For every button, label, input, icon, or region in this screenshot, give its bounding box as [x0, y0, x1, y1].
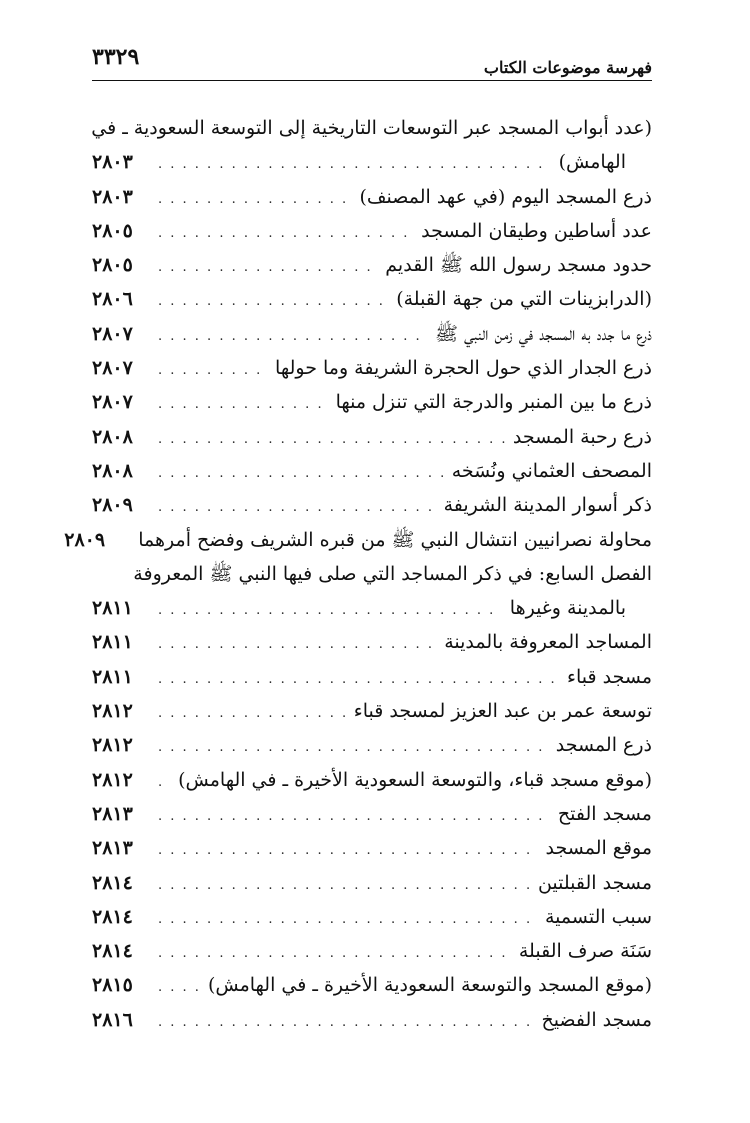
toc-entry-title: توسعة عمر بن عبد العزيز لمسجد قباء: [353, 700, 652, 723]
dot-leader: [158, 423, 505, 457]
toc-entry: [92, 866, 652, 900]
dot-leader: [158, 800, 550, 834]
toc-entry-title: موقع المسجد: [545, 837, 652, 860]
dot-leader: [158, 697, 346, 731]
running-title: فهرسة موضوعات الكتاب: [483, 58, 652, 77]
toc-entry-page: ٢٨١٤: [92, 871, 133, 894]
toc-entry-page: ٢٨٠٨: [92, 459, 133, 482]
toc-entry: [92, 248, 652, 282]
toc-entry-title: الفصل السابع: في ذكر المساجد التي صلى فيها النبي ﷺ المعروفة: [133, 562, 652, 585]
toc-entry-page: ٢٨١٢: [92, 700, 133, 723]
toc-entry: [92, 214, 652, 248]
toc-entry: [92, 591, 652, 625]
toc-entry-page: ٢٨٠٧: [92, 391, 133, 414]
dot-leader: [158, 834, 538, 868]
toc-entry-title: ذرع المسجد: [555, 734, 652, 757]
dot-leader: [158, 183, 351, 217]
toc-entry-page: ٢٨٠٧: [92, 322, 133, 345]
toc-entry: [92, 557, 652, 591]
toc-entry-title: بالمدينة وغيرها: [509, 597, 626, 620]
toc-entry-title: مسجد الفتح: [557, 802, 652, 825]
toc-entry-title: مسجد الفضيخ: [541, 1008, 652, 1031]
toc-entry-title: (موقع مسجد قباء، والتوسعة السعودية الأخيرة ـ في الهامش): [178, 768, 652, 791]
toc-entry: [92, 420, 652, 454]
page-header: [92, 36, 652, 81]
toc-entry-title: ذرع ما جدد به المسجد في زمن النبي ﷺ: [434, 322, 652, 345]
toc-entry-page: ٢٨١٤: [92, 905, 133, 928]
toc-entry: [92, 660, 652, 694]
dot-leader: [158, 903, 537, 937]
dot-leader: [158, 869, 530, 903]
toc-entry-title: (موقع المسجد والتوسعة السعودية الأخيرة ـ في الهامش): [207, 974, 652, 997]
toc-entry-page: ٢٨٠٣: [92, 151, 133, 174]
toc-entry: [92, 900, 652, 934]
toc-entry-title: ذرع ما بين المنبر والدرجة التي تنزل منها: [335, 391, 652, 414]
toc-entry-page: ٢٨١١: [92, 631, 133, 654]
toc-entry-title: سَنَة صرف القبلة: [518, 940, 652, 963]
toc-entry: [92, 282, 652, 316]
toc-entry: [92, 454, 652, 488]
toc-entry-title: مسجد القبلتين: [537, 871, 652, 894]
toc-entry-title: محاولة نصرانيين انتشال النبي ﷺ من قبره الشريف وفضح أمرهما: [138, 528, 652, 551]
toc-entry-page: ٢٨٠٦: [92, 288, 133, 311]
dot-leader: [158, 148, 551, 182]
dot-leader: [158, 251, 377, 285]
toc-entry: [92, 385, 652, 419]
dot-leader: [158, 320, 427, 354]
toc-entry: [92, 694, 652, 728]
toc-entry: [92, 728, 652, 762]
page-number: ٣٣٢٩: [92, 44, 140, 70]
toc-entry-page: ٢٨١١: [92, 665, 133, 688]
toc-entry-title: مسجد قباء: [567, 665, 652, 688]
toc-entry-page: ٢٨١٦: [92, 1008, 133, 1031]
toc-entry-title: ذكر أسوار المدينة الشريفة: [443, 494, 652, 517]
toc-entry: [64, 523, 652, 557]
toc-entry: [92, 111, 652, 145]
dot-leader: [158, 217, 413, 251]
toc-entry: [92, 317, 652, 351]
dot-leader: [158, 628, 436, 662]
toc-entry-title: ذرع الجدار الذي حول الحجرة الشريفة وما حولها: [275, 357, 652, 380]
dot-leader: [158, 285, 388, 319]
toc-entry: [92, 180, 652, 214]
dot-leader: [158, 457, 444, 491]
toc-entry: [92, 1003, 652, 1037]
dot-leader: [158, 354, 267, 388]
toc-entry-page: ٢٨١٥: [92, 974, 133, 997]
toc-entry-page: ٢٨١٣: [92, 837, 133, 860]
toc-entry: [92, 968, 652, 1002]
toc-entry-page: ٢٨١٢: [92, 734, 133, 757]
dot-leader: [158, 388, 328, 422]
dot-leader: [158, 1006, 533, 1040]
dot-leader: [158, 594, 502, 628]
table-of-contents: [64, 111, 652, 1037]
toc-entry-page: ٢٨٠٧: [92, 357, 133, 380]
toc-entry-page: ٢٨٠٨: [92, 425, 133, 448]
toc-entry-page: ٢٨٠٣: [92, 185, 133, 208]
toc-entry: [92, 351, 652, 385]
toc-entry-page: ٢٨٠٩: [64, 528, 106, 551]
toc-entry-title: (عدد أبواب المسجد عبر التوسعات التاريخية إلى التوسعة السعودية ـ في: [91, 117, 652, 139]
toc-entry-page: ٢٨١٤: [92, 940, 133, 963]
toc-entry: [92, 934, 652, 968]
toc-entry: [92, 488, 652, 522]
toc-entry: [92, 831, 652, 865]
toc-entry-page: ٢٨٠٥: [92, 254, 133, 277]
dot-leader: [158, 491, 436, 525]
toc-entry-title: حدود مسجد رسول الله ﷺ القديم: [385, 254, 652, 277]
dot-leader: [158, 937, 511, 971]
toc-entry-title: ذرع رحبة المسجد: [512, 425, 652, 448]
toc-entry-title: ذرع المسجد اليوم (في عهد المصنف): [359, 185, 652, 208]
toc-entry: [92, 145, 652, 179]
dot-leader: [158, 971, 200, 1005]
dot-leader: [158, 766, 170, 800]
toc-entry-page: ٢٨٠٥: [92, 219, 133, 242]
toc-entry-title: المصحف العثماني ونُسَخه: [451, 459, 652, 482]
dot-leader: [158, 731, 548, 765]
toc-entry: [92, 797, 652, 831]
toc-entry-title: المساجد المعروفة بالمدينة: [444, 631, 652, 654]
toc-entry: [92, 763, 652, 797]
toc-entry-page: ٢٨١١: [92, 597, 133, 620]
toc-entry-title: عدد أساطين وطيقان المسجد: [421, 219, 652, 242]
toc-entry-page: ٢٨٠٩: [92, 494, 133, 517]
dot-leader: [158, 663, 559, 697]
toc-entry: [92, 625, 652, 659]
toc-entry-title: سبب التسمية: [544, 905, 652, 928]
toc-entry-page: ٢٨١٢: [92, 768, 133, 791]
toc-entry-page: ٢٨١٣: [92, 802, 133, 825]
toc-entry-title: الهامش): [558, 151, 626, 174]
toc-entry-title: (الدرابزينات التي من جهة القبلة): [396, 288, 652, 311]
